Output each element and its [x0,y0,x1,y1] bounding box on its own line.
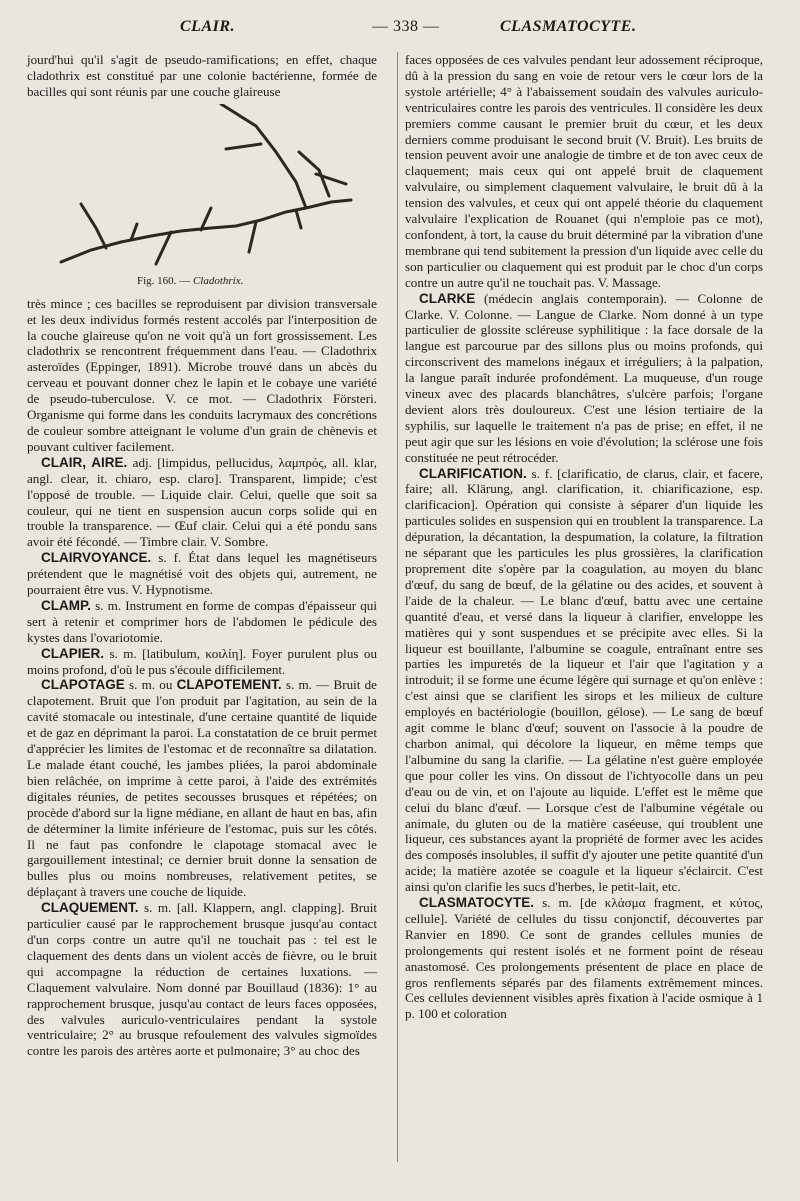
definition: (médecin anglais contemporain). — Colonne de Clarke. V. Colonne. — Langue de Clarke. Nom donné à un type particulier de glossite scléreuse syphilitique : la face dorsale de la langue est parcourue par des sillons plus ou moins profonds, qui circonscrivent des mamelons inégaux et irréguliers; à la palpation, la langue paraît indurée profondément. La muqueuse, d'un rouge vineux avec des placards blanchâtres, s'ulcère parfois; l'organe devient alors très douloureux. C'est une lésion tertiaire de la syphilis, sur laquelle le traitement n'a pas de prise; en effet, il ne peut agir que sur les lésions en voie d'évolution; la sclérose une fois constituée ne peut rétrocéder. [405,290,763,465]
headword: CLAPOTAGE [41,677,125,693]
branch-filament [226,144,261,149]
headword: CLAQUEMENT. [41,900,139,916]
definition: s. m. — Bruit de clapotement. Bruit que l'on produit par l'agitation, au sein de la cavité stomacale ou intestinale, d'une certaine quantité de liquide et de gaz en déprimant la paroi. La constatation de ce bruit permet d'apprécier les limites de l'estomac et de reconnaître sa dilatation. Le malade étant couché, les jambes pliées, la paroi abdominale bien relâchée, on imprime à cette paroi, à l'aide des extrémités digitales réunies, de petites secousses brusques et répétées; on procède d'abord sur la ligne médiane, en allant de haut en bas, afin de déterminer la limite inférieure de l'estomac, puis sur les côtés. Il ne faut pas confondre le clapotage stomacal avec le gargouillement intestinal; ce dernier bruit donne la sensation de bulles plus ou moins nombreuses, relativement petites, se déplaçant à travers une couche de liquide. [27,677,377,900]
cladothrix-illustration [51,104,371,274]
header-right-entry: CLASMATOCYTE. [500,18,637,35]
page-header [0,18,800,46]
caption-prefix: Fig. 160. — [137,274,191,287]
page-number: — 338 — [372,18,440,35]
entry-clarification [405,466,763,895]
caption-name: Cladothrix. [192,274,244,287]
entry-clasmatocyte [405,895,763,1022]
definition: s. f. État dans lequel les magnétiseurs prétendent que le magnétisé voit des objets qui, autrement, ne pourraient être vus. V. Hypnotisme. [27,550,377,598]
definition: s. m. ou [128,677,173,693]
headword: CLAMP. [41,597,92,613]
headword: CLARIFICATION. [419,465,527,481]
entry-clamp [27,598,377,646]
branch-filament [156,232,171,264]
entry-claquement [27,900,377,1059]
entry-clapier [27,646,377,678]
entry-clarke [405,291,763,466]
headword: CLAIRVOYANCE. [41,550,152,566]
branch-filament [316,174,346,184]
figure-caption [137,274,243,290]
headword: CLAPIER. [41,645,105,661]
paragraph: faces opposées de ces valvules pendant leur adossement réciproque, dû à la pression du sang en voie de retour vers le cœur lors de la systole artérielle; 4° à l'abaissement soudain des valvules auriculo-ventriculaires contre les parois des ventricules. Il considère les deux premiers comme causant le premier bruit du cœur, et les deux derniers comme produisant le second bruit (V. Bruit). Les bruits de tension peuvent avoir une analogie de timbre et de ton avec ceux de claquement; mais ceux qui ont appelé bruit de claquement valvulaire, ou simplement claquement valvulaire, le bruit dû à la tension des valvules, et ceux qui ont appelé théorie du claquement valvulaire l'explication de Rouanet (qui n'emploie pas ce mot), confondent, à tort, la cause du bruit déterminé par la vibration d'une membrane qui tend subitement la pression d'un liquide avec celle du son particulier ou claquement qui est produit par le choc d'un corps contre un autre qu'il ne touchait pas. V. Massage. [405,52,763,290]
branch-filament [221,104,306,208]
branch-filament [81,204,106,248]
column-divider [397,52,398,1162]
headword: CLAPOTEMENT. [176,677,282,693]
headword: CLASMATOCYTE. [419,895,535,911]
definition: s. f. [clarificatio, de clarus, clair, et facere, faire; all. Klärung, angl. clarification, it. chiarificazione, esp. clarificacion]. Opération qui consiste à séparer d'un liquide les particules solides en suspension qui en troublent la transparence. La dépuration, la décantation, la despumation, la colature, la filtration ne séparant que les particules les plus grossières, la clarification proprement dite s'opère par la coagulation, au moyen du blanc d'œuf, du sang de bœuf, de la gélatine ou des acides, et souvent à l'aide de la chaleur. — Le blanc d'œuf, battu avec une certaine quantité d'eau, et versé dans la liqueur à clarifier, enveloppe les matières qui y sont suspendues et se précipite avec elles. Si la liqueur est bouillante, l'albumine se coagule, entraînant entre ses parties les impuretés de la liqueur et l'air que l'agitation y a introduit; il se forme une écume légère qui surnage et qu'on enlève : c'est ainsi que se clarifient les sirops et les milieux de culture employés en bactériologie (bouillon, gélose). — Le sang de bœuf agit comme le blanc d'œuf; souvent on l'associe à la poudre de charbon animal, qui décolore la liqueur, en même temps que l'albumine du sang la clarifie. — La gélatine n'est guère employée que pour coller les vins. On dissout de l'ichtyocolle dans un peu d'eau ou de vin, et on l'ajoute au liquide. L'effet est le même que celui du blanc d'œuf. — Lorsque c'est de l'albumine végétale ou animale, du gluten ou de la matière caséeuse, qui troublent une liqueur, ces substances ayant la propriété de former avec les acides des composés insolubles, il suffit d'y ajouter une petite quantité d'un acide; la matière azotée se coagule et la liqueur s'éclaircit. C'est ainsi qu'on clarifie les sucs d'herbes, le petit-lait, etc. [405,465,763,895]
definition: s. m. [latibulum, κοιλίη]. Foyer purulent plus ou moins profond, d'où le pus s'écoule difficilement. [27,645,377,677]
definition: s. m. [de κλάσμα fragment, et κύτος, cellule]. Variété de cellules du tissu conjonctif, découvertes par Ranvier en 1890. Ce sont de grandes cellules munies de prolongements qui restent isolés et ne forment point de réseau anastomosé. Ces prolongements présentent de place en place de gros renflements séparés par des filaments extrêmement minces. Ces cellules deviennent visibles après fixation à l'acide osmique à 1 p. 100 et coloration [405,895,764,1022]
paragraph: très mince ; ces bacilles se reproduisent par division transversale et les deux individus formés restent accolés par l'interposition de la couche glaireuse qu'on ne voit qu'à un fort grossissement. Les cladothrix se rencontrent fréquemment dans l'eau. — Cladothrix asteroïdes (Eppinger, 1891). Microbe trouvé dans un abcès du cerveau et pouvant donner chez le lapin et le cobaye une variété de pseudo-tuberculose. V. ce mot. — Cladothrix Försteri. Organisme qui forme dans les conduits lacrymaux des concrétions de couleur sombre atteignant le volume d'un grain de chènevis et pouvant cultiver facilement. [27,295,377,454]
definition: adj. [limpidus, pellucidus, λαμπρός, all. klar, angl. clear, it. chiaro, esp. claro]. Transparent, limpide; c'est l'opposé de trouble. — Liquide clair. Celui, quelle que soit sa couleur, qui ne tient en suspension aucun corps solide qui en trouble la transparence. — Œuf clair. Celui qui a été pondu sans avoir été fécondé. — Timbre clair. V. Sombre. [27,454,378,550]
right-column [405,52,763,1022]
branch-filament [296,210,301,228]
main-filament [61,200,351,262]
entry-clair [27,455,377,550]
branch-filament [249,222,256,252]
header-left-entry: CLAIR. [180,18,236,35]
entry-clairvoyance [27,550,377,598]
left-column [27,52,377,1059]
figure-cladothrix [27,104,377,294]
headword: CLARKE [419,290,476,306]
branch-filament [299,152,329,196]
paragraph: jourd'hui qu'il s'agit de pseudo-ramifications; en effet, chaque cladothrix est constitué par une colonie bactérienne, formée de bacilles qui sont réunis par une couche glaireuse [27,52,377,99]
definition: s. m. Instrument en forme de compas d'épaisseur qui sert à retenir et comprimer hors de l'abdomen le pédicule des kystes dans l'ovariotomie. [27,597,377,645]
entry-clapotage [27,677,377,900]
headword: CLAIR, AIRE. [41,454,128,470]
definition: s. m. [all. Klappern, angl. clapping]. Bruit particulier causé par le rapprochement brusque jusqu'au contact d'un corps contre un autre qu'il ne touchait pas : tel est le claquement des dents dans un violent accès de fièvre, ou le bruit qui accompagne la réduction de certaines luxations. — Claquement valvulaire. Nom donné par Bouillaud (1836): 1° au rapprochement brusque, jusqu'au contact de leurs faces opposées, des valvules auriculo-ventriculaires pendant la systole ventriculaire; 2° au brusque refoulement des valvules sigmoïdes contre les parois des artères aorte et pulmonaire; 3° au choc des [27,900,377,1059]
